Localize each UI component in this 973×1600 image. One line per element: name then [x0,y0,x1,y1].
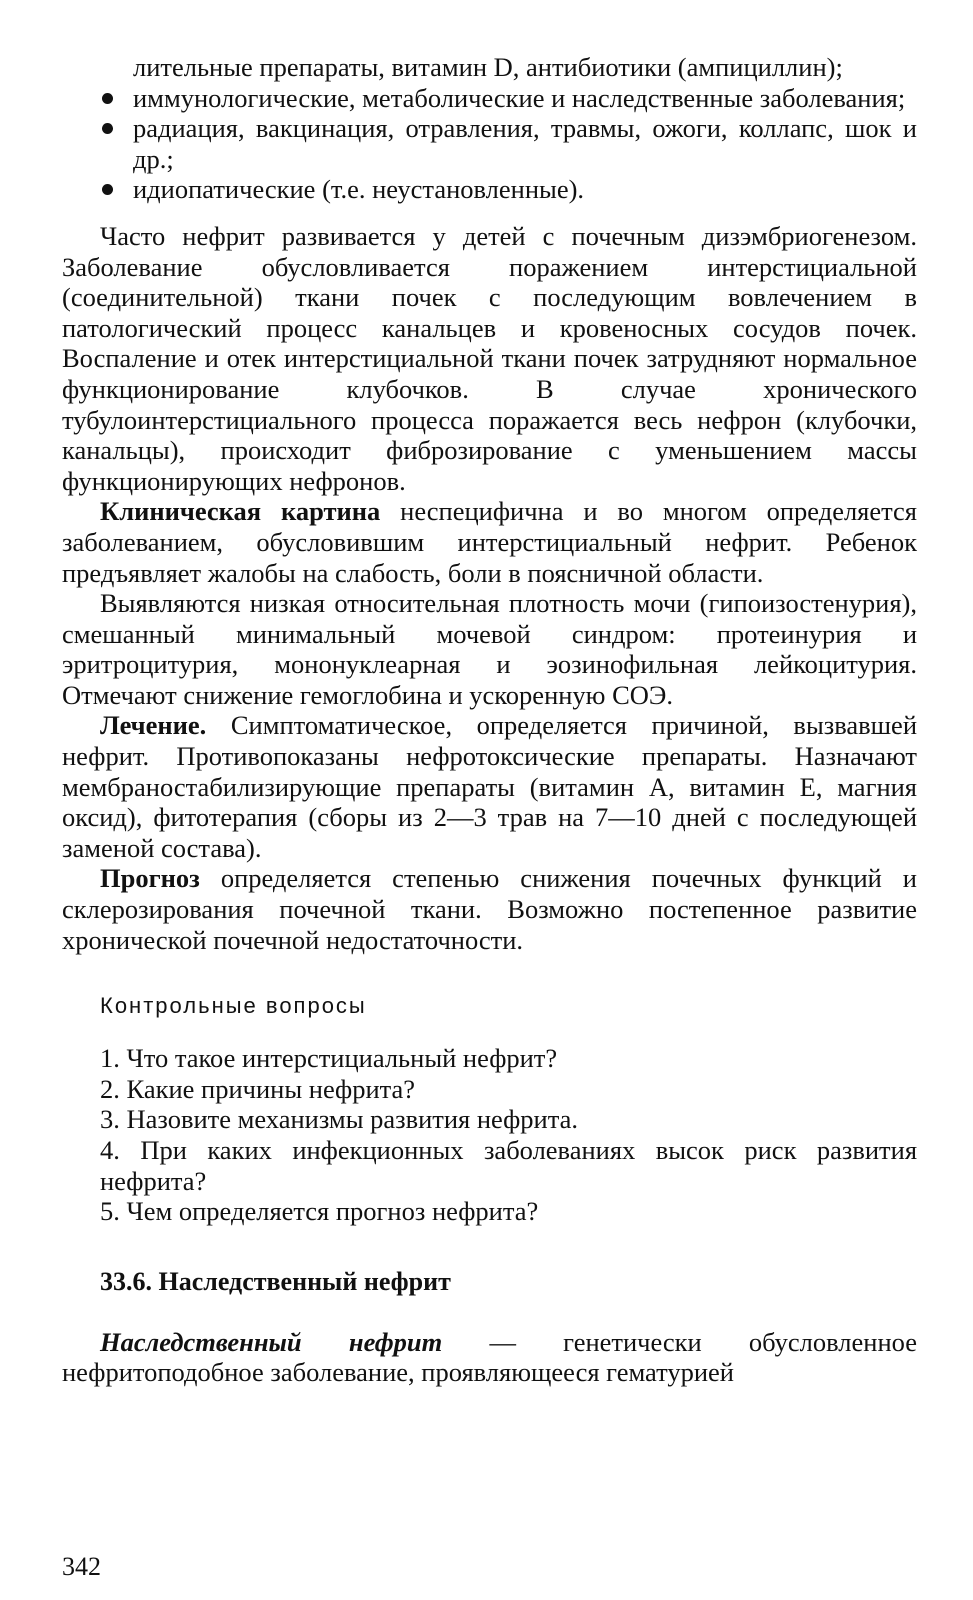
question-number: 3. [100,1104,120,1135]
bullet-icon [102,184,113,195]
treatment-term: Лечение. [100,710,207,741]
question-item [62,1104,917,1135]
question-item [62,1196,917,1227]
question-number: 2. [100,1073,120,1104]
bullet-text: иммунологические, метаболические и наследственные заболевания; [133,82,906,113]
question-text: Чем определяется прогноз нефрита? [126,1196,539,1227]
question-item [62,1043,917,1074]
question-item [62,1074,917,1105]
bullet-text: идиопатические (т.е. неустановленные). [133,174,585,205]
bullet-list [62,52,917,205]
questions-list [62,1043,917,1227]
question-item [62,1135,917,1196]
paragraph-pathogenesis: Часто нефрит развивается у детей с почечным дизэмбриогенезом. Заболевание обусловливается поражением интерстициальной (соединительной) ткани почек с последующим вовлечением в патологический процесс канальцев и кровеносных сосудов почек. Воспаление и отек интерстициальной ткани почек затрудняют нормальное функционирование клубочков. В случае хронического тубулоинтерстициального процесса поражается весь нефрон (клубочки, канальцы), происходит фиброзирование с уменьшением массы функционирующих нефронов. [62,220,917,496]
question-text: При каких инфекционных заболеваниях высок риск развития нефрита? [100,1135,918,1196]
question-text: Назовите механизмы развития нефрита. [126,1104,579,1135]
section-title: 33.6. Наследственный нефрит [100,1266,451,1296]
paragraph-lab-findings: Выявляются низкая относительная плотность мочи (гипоизостенурия), смешанный минимальный мочевой синдром: протеинурия и эритроцитурия, мононуклеарная и эозинофильная лейкоцитурия. Отмечают снижение гемоглобина и ускоренную СОЭ. [62,588,917,710]
question-number: 5. [100,1196,120,1227]
bullet-icon [102,93,113,104]
list-continuation-text: лительные препараты, витамин D, антибиотики (ампициллин); [133,52,843,82]
bullet-icon [102,123,113,134]
question-number: 4. [100,1135,120,1165]
prognosis-term: Прогноз [100,863,200,894]
prognosis-text: определяется степенью снижения почечных функций и склерозирования почечной ткани. Возможно постепенное развитие хронической почечной недостаточности. [62,863,917,955]
list-item [62,174,917,205]
paragraph-prognosis [62,863,917,955]
clinical-term: Клиническая картина [100,496,381,527]
list-item [62,83,917,114]
page-content [62,52,917,1388]
list-item [62,113,917,174]
hereditary-term: Наследственный нефрит [100,1326,443,1357]
question-text: Какие причины нефрита? [126,1073,416,1104]
questions-heading: Контрольные вопросы [100,993,367,1019]
question-text: Что такое интерстициальный нефрит? [126,1043,558,1074]
clinical-text: неспецифична и во многом определяется заболеванием, обусловившим интерстициальный нефрит. Ребенок предъявляет жалобы на слабость, боли в поясничной области. [62,496,917,588]
question-number: 1. [100,1043,120,1074]
list-item [62,52,917,83]
hereditary-text: — генетически обусловленное нефритоподобное заболевание, проявляющееся гематурией [62,1326,917,1388]
paragraph-treatment [62,710,917,863]
paragraph-hereditary-nephritis [62,1327,917,1388]
bullet-text: радиация, вакцинация, отравления, травмы, ожоги, коллапс, шок и др.; [133,113,917,174]
page-number: 342 [62,1552,101,1581]
treatment-text: Симптоматическое, определяется причиной, вызвавшей нефрит. Противопоказаны нефротоксические препараты. Назначают мембраностабилизирующие препараты (витамин А, витамин Е, магния оксид), фитотерапия (сборы из 2—3 трав на 7—10 дней с последующей заменой состава). [62,710,917,863]
paragraph-clinical [62,496,917,588]
